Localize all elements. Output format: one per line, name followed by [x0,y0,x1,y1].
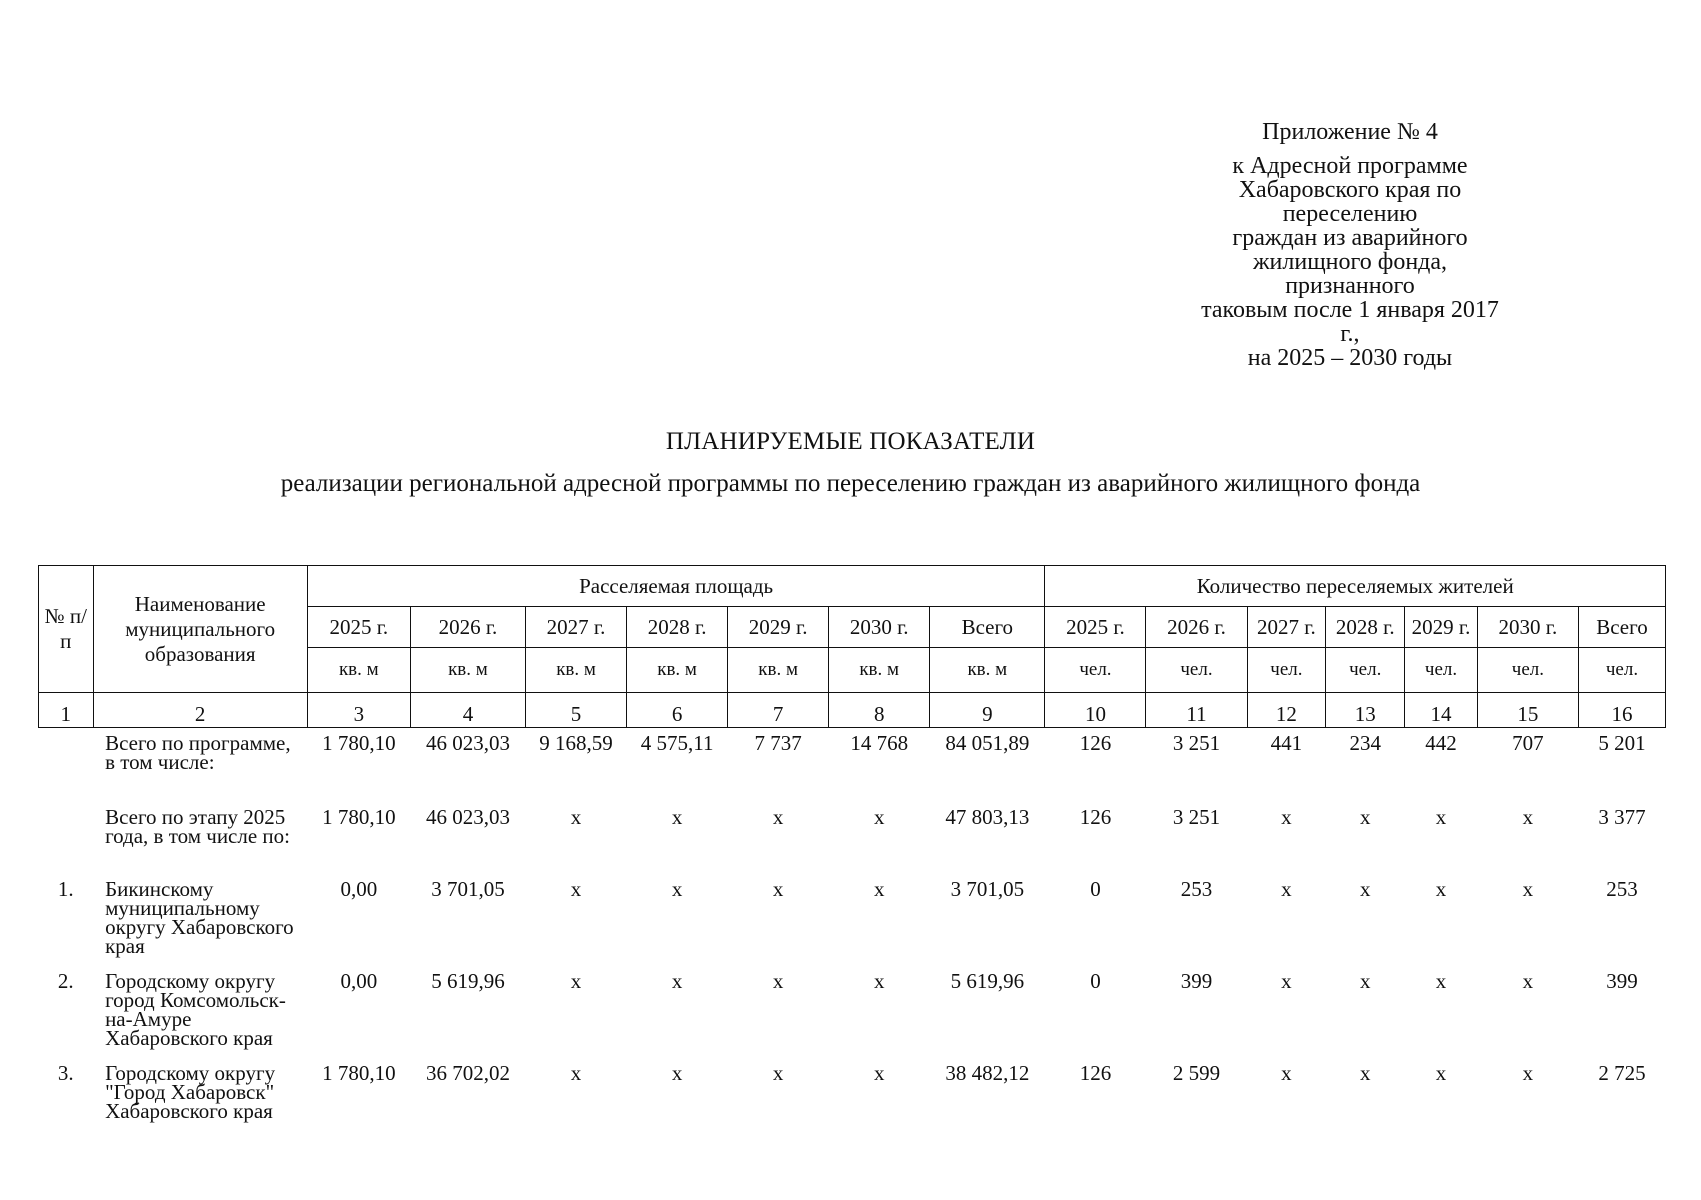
row-index [39,728,94,802]
area-value: х [570,804,582,829]
area-value: х [772,804,784,829]
area-value: х [570,968,582,993]
unit-people: чел. [1045,648,1146,693]
unit-people: чел. [1146,648,1247,693]
people-value: х [1359,1060,1371,1085]
document-title: ПЛАНИРУЕМЫЕ ПОКАЗАТЕЛИ [665,428,1036,455]
header-area-year: 2029 г. [728,607,829,648]
area-value: 9 168,59 [539,731,613,755]
people-value: х [1281,968,1292,993]
table-row [39,728,1666,802]
row-name: Бикинскому муниципальному округу Хабаровского края [105,876,294,958]
row-index: 1. [57,876,74,901]
column-number: 15 [1477,693,1578,728]
appendix-line: таковым после 1 января 2017 г., [1201,297,1499,347]
header-people-year: 2028 г. [1326,607,1405,648]
people-value: 3 251 [1172,804,1221,829]
header-area-group: Расселяемая площадь [307,566,1045,607]
area-value: х [873,1060,885,1085]
header-area-year: 2030 г. [829,607,930,648]
table-row [39,802,1666,874]
unit-area: кв. м [829,648,930,693]
header-area-year: 2027 г. [526,607,627,648]
area-value: 5 619,96 [431,968,505,993]
header-people-year: 2029 г. [1405,607,1478,648]
unit-area: кв. м [627,648,728,693]
area-value: 0,00 [340,876,378,901]
column-number: 13 [1326,693,1405,728]
area-value: х [570,876,582,901]
people-value: х [1281,804,1292,829]
header-area-year: 2026 г. [410,607,525,648]
column-number: 9 [930,693,1045,728]
people-value: х [1435,968,1447,993]
appendix-line: граждан из аварийного [1232,225,1468,251]
column-number: 1 [39,693,94,728]
unit-area: кв. м [307,648,410,693]
header-num: № п/п [39,566,94,693]
row-name: Городскому округу "Город Хабаровск" Хабаровского края [105,1060,276,1123]
people-value: 3 251 [1172,731,1221,755]
area-value: 1 780,10 [322,1060,396,1085]
area-value: х [873,804,885,829]
area-value: х [772,968,784,993]
area-value: 0,00 [340,968,378,993]
area-value: 7 737 [754,731,802,755]
unit-area: кв. м [728,648,829,693]
header-name: Наименование муниципального образования [93,566,307,693]
people-value: 126 [1079,1060,1112,1085]
people-value: 442 [1425,731,1457,755]
unit-people: чел. [1405,648,1478,693]
header-people-year: 2030 г. [1477,607,1578,648]
table-row [39,1058,1666,1128]
row-name: Всего по этапу 2025 года, в том числе по: [105,804,291,848]
people-value: 253 [1180,876,1213,901]
area-value: х [671,1060,683,1085]
people-value: 5 201 [1598,731,1646,755]
column-number: 4 [410,693,525,728]
appendix-line: Хабаровского края по переселению [1238,177,1462,227]
document-subtitle: реализации региональной адресной программы по переселению граждан из аварийного жилищного фонда [280,470,1421,497]
header-area-total: Всего [930,607,1045,648]
people-value: 234 [1349,731,1381,755]
header-people-total: Всего [1578,607,1665,648]
row-index [39,802,94,874]
appendix-line: на 2025 – 2030 годы [1247,345,1453,371]
area-value: 4 575,11 [640,731,714,755]
people-value: х [1435,876,1447,901]
area-value: 47 803,13 [945,804,1030,829]
people-value: х [1435,804,1447,829]
people-value: х [1359,804,1371,829]
people-value: 0 [1090,876,1101,901]
people-value: 3 377 [1598,804,1646,829]
table-row [39,874,1666,966]
people-value: 2 599 [1172,1060,1221,1085]
table-body [39,728,1666,1128]
column-number: 14 [1405,693,1478,728]
area-value: х [873,968,885,993]
unit-people: чел. [1326,648,1405,693]
people-value: х [1359,968,1371,993]
area-value: 46 023,03 [425,731,510,755]
area-value: 5 619,96 [950,968,1025,993]
appendix-line: к Адресной программе [1232,153,1468,179]
row-index: 3. [57,1060,74,1085]
table-row [39,966,1666,1058]
people-value: 0 [1090,968,1101,993]
appendix-block [1190,120,1510,370]
people-value: х [1522,1060,1534,1085]
unit-people: чел. [1578,648,1665,693]
area-value: 38 482,12 [945,1060,1030,1085]
column-number: 16 [1578,693,1665,728]
unit-area: кв. м [526,648,627,693]
column-number: 12 [1247,693,1326,728]
area-value: 84 051,89 [945,731,1030,755]
area-value: х [873,876,885,901]
area-value: х [772,1060,784,1085]
area-value: 1 780,10 [322,804,396,829]
indicators-table [38,565,1666,1128]
header-area-year: 2028 г. [627,607,728,648]
people-value: 441 [1270,731,1303,755]
unit-people: чел. [1477,648,1578,693]
area-value: 46 023,03 [425,804,510,829]
header-people-year: 2027 г. [1247,607,1326,648]
people-value: 399 [1606,968,1638,993]
column-number: 8 [829,693,930,728]
area-value: х [671,804,683,829]
area-value: 14 768 [850,731,909,755]
unit-area: кв. м [930,648,1045,693]
area-value: 36 702,02 [425,1060,510,1085]
column-number: 10 [1045,693,1146,728]
unit-people: чел. [1247,648,1326,693]
header-people-year: 2025 г. [1045,607,1146,648]
column-number: 2 [93,693,307,728]
people-value: х [1522,968,1534,993]
row-name: Городскому округу город Комсомольск-на-Амуре Хабаровского края [105,968,286,1050]
people-value: х [1435,1060,1447,1085]
row-name: Всего по программе, в том числе: [105,731,291,774]
column-number: 11 [1146,693,1247,728]
people-value: х [1522,876,1534,901]
area-value: х [671,968,683,993]
area-value: 1 780,10 [322,731,396,755]
area-value: 3 701,05 [431,876,505,901]
people-value: х [1522,804,1534,829]
people-value: 126 [1079,731,1112,755]
people-value: х [1281,876,1292,901]
row-index: 2. [57,968,74,993]
header-people-group: Количество переселяемых жителей [1045,566,1666,607]
appendix-heading: Приложение № 4 [1262,119,1438,145]
area-value: х [671,876,683,901]
area-value: х [772,876,784,901]
appendix-line: жилищного фонда, признанного [1252,249,1448,299]
column-number: 7 [728,693,829,728]
column-number: 3 [307,693,410,728]
people-value: х [1281,1060,1292,1085]
people-value: 707 [1512,731,1544,755]
people-value: 2 725 [1598,1060,1646,1085]
column-number: 6 [627,693,728,728]
people-value: 399 [1180,968,1213,993]
column-number: 5 [526,693,627,728]
area-value: х [570,1060,582,1085]
people-value: 253 [1606,876,1638,901]
people-value: 126 [1079,804,1112,829]
area-value: 3 701,05 [950,876,1025,901]
unit-area: кв. м [410,648,525,693]
people-value: х [1359,876,1371,901]
header-people-year: 2026 г. [1146,607,1247,648]
header-area-year: 2025 г. [307,607,410,648]
